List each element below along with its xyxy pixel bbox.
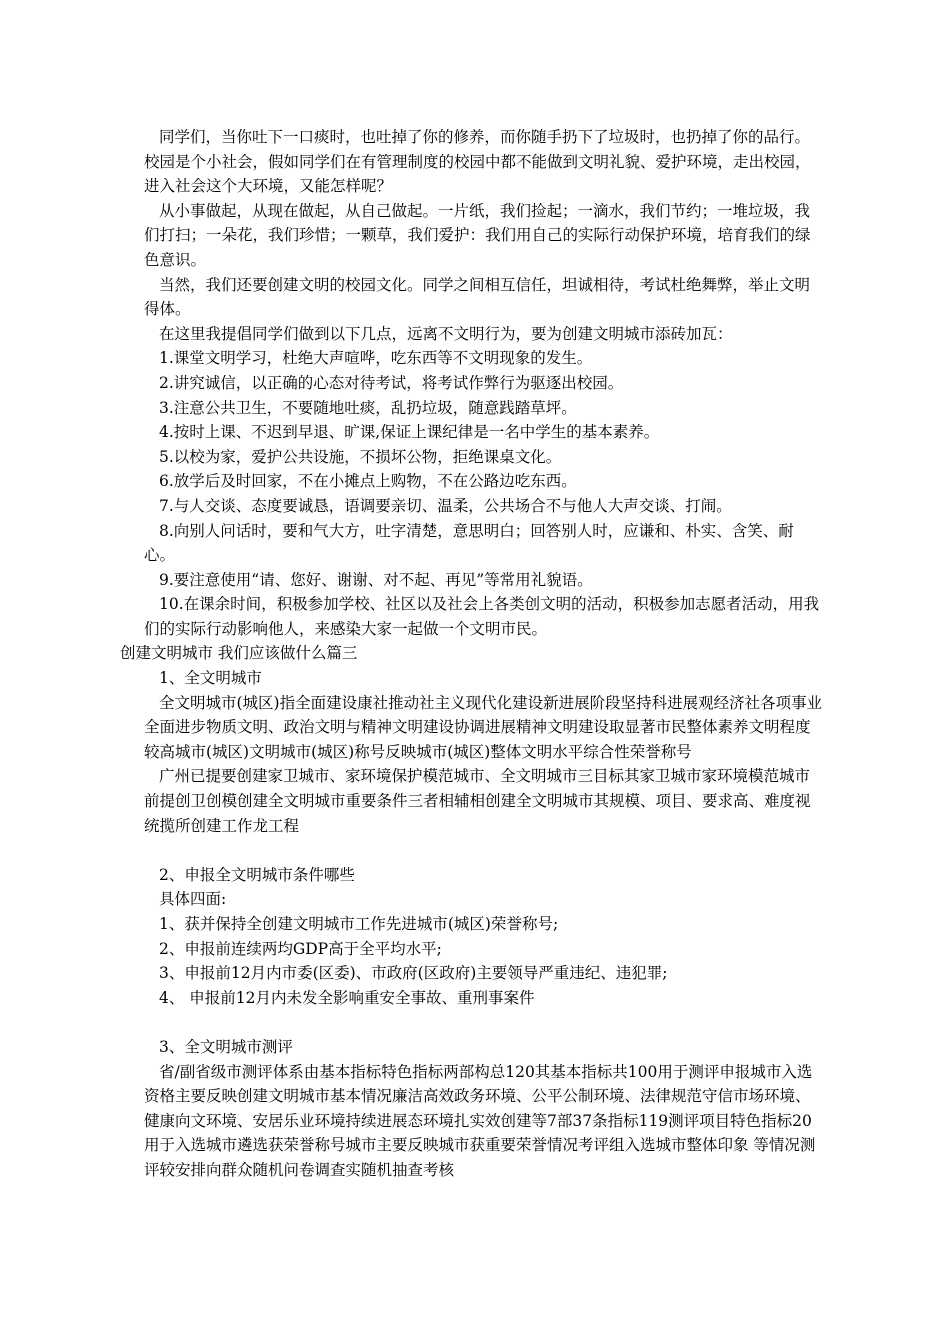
paragraph: 2.讲究诚信，以正确的心态对待考试，将考试作弊行为驱逐出校园。 xyxy=(159,373,624,392)
paragraph: 8.向别人问话时，要和气大方，吐字清楚，意思明白；回答别人时，应谦和、朴实、含笑、耐心。 xyxy=(144,521,794,565)
section-heading: 创建文明城市 我们应该做什么篇三 xyxy=(120,644,358,663)
paragraph: 在这里我提倡同学们做到以下几点，远离不文明行为，要为创建文明城市添砖加瓦： xyxy=(159,324,733,343)
paragraph: 10.在课余时间，积极参加学校、社区以及社会上各类创文明的活动，积极参加志愿者活动，用我们的实际行动影响他人，来感染大家一起做一个文明市民。 xyxy=(144,595,820,638)
paragraph: 5.以校为家，爱护公共设施，不损坏公物，拒绝课桌文化。 xyxy=(159,447,562,466)
paragraph: 3.注意公共卫生，不要随地吐痰，乱扔垃圾，随意践踏草坪。 xyxy=(159,398,577,417)
paragraph: 省/副省级市测评体系由基本指标特色指标两部构总120其基本指标共100用于测评申报城市入选资格主要反映创建文明城市基本情况廉洁高效政务环境、公平公制环境、法律规范守信市场环境、健康向文环境、安居乐业环境持续进展态环境扎实效创建等7部37条指标119测评项目特色指标20 用于入选城市遴选获荣誉称号城市主要反映城市获重要荣誉情况考评组入选城市整体印象 等情况测评较安排向群众随机问卷调查实随机抽查考核 xyxy=(144,1062,816,1179)
paragraph: 广州已提要创建家卫城市、家环境保护模范城市、全文明城市三目标其家卫城市家环境模范城市前提创卫创模创建全文明城市重要条件三者相辅相创建全文明城市其规模、项目、要求高、难度视统揽所创建工作龙工程 xyxy=(144,767,811,835)
paragraph: 同学们，当你吐下一口痰时，也吐掉了你的修养，而你随手扔下了垃圾时，也扔掉了你的品行。校园是个小社会，假如同学们在有管理制度的校园中都不能做到文明礼貌、爱护环境，走出校园，进入社会这个大环境，又能怎样呢？ xyxy=(144,128,811,196)
document-body xyxy=(120,125,824,1183)
paragraph: 3、全文明城市测评 xyxy=(159,1037,293,1056)
paragraph: 1、全文明城市 xyxy=(159,669,262,688)
paragraph: 6.放学后及时回家，不在小摊点上购物，不在公路边吃东西。 xyxy=(159,472,577,491)
paragraph: 4、 申报前12月内未发全影响重安全事故、重刑事案件 xyxy=(159,988,535,1007)
paragraph: 2、申报前连续两均GDP高于全平均水平; xyxy=(159,939,442,958)
paragraph: 3、申报前12月内市委(区委)、市政府(区政府)主要领导严重违纪、违犯罪; xyxy=(159,964,668,983)
paragraph: 2、申报全文明城市条件哪些 xyxy=(159,865,355,884)
paragraph: 1.课堂文明学习，杜绝大声喧哗，吃东西等不文明现象的发生。 xyxy=(159,349,593,368)
blank-line xyxy=(144,1010,824,1035)
paragraph: 具体四面: xyxy=(159,890,227,909)
paragraph: 从小事做起，从现在做起，从自己做起。一片纸，我们捡起；一滴水，我们节约；一堆垃圾，我们打扫；一朵花，我们珍惜；一颗草，我们爱护：我们用自己的实际行动保护环境，培育我们的绿色意识。 xyxy=(144,201,811,269)
paragraph: 当然，我们还要创建文明的校园文化。同学之间相互信任，坦诚相待，考试杜绝舞弊，举止文明得体。 xyxy=(144,275,811,319)
blank-line xyxy=(144,838,824,863)
paragraph: 1、获并保持全创建文明城市工作先进城市(城区)荣誉称号; xyxy=(159,915,559,933)
paragraph: 7.与人交谈、态度要诚恳，语调要亲切、温柔，公共场合不与他人大声交谈、打闹。 xyxy=(159,496,732,515)
paragraph: 9.要注意使用“请、您好、谢谢、对不起、再见”等常用礼貌语。 xyxy=(159,570,593,589)
paragraph: 全文明城市(城区)指全面建设康社推动社主义现代化建设新进展阶段坚持科进展观经济社各项事业全面进步物质文明、政治文明与精神文明建设协调进展精神文明建设取显著市民整体素养文明程度较高城市(城区)文明城市(城区)称号反映城市(城区)整体文明水平综合性荣誉称号 xyxy=(144,693,823,761)
paragraph: 4.按时上课、不迟到早退、旷课,保证上课纪律是一名中学生的基本素养。 xyxy=(159,423,660,442)
